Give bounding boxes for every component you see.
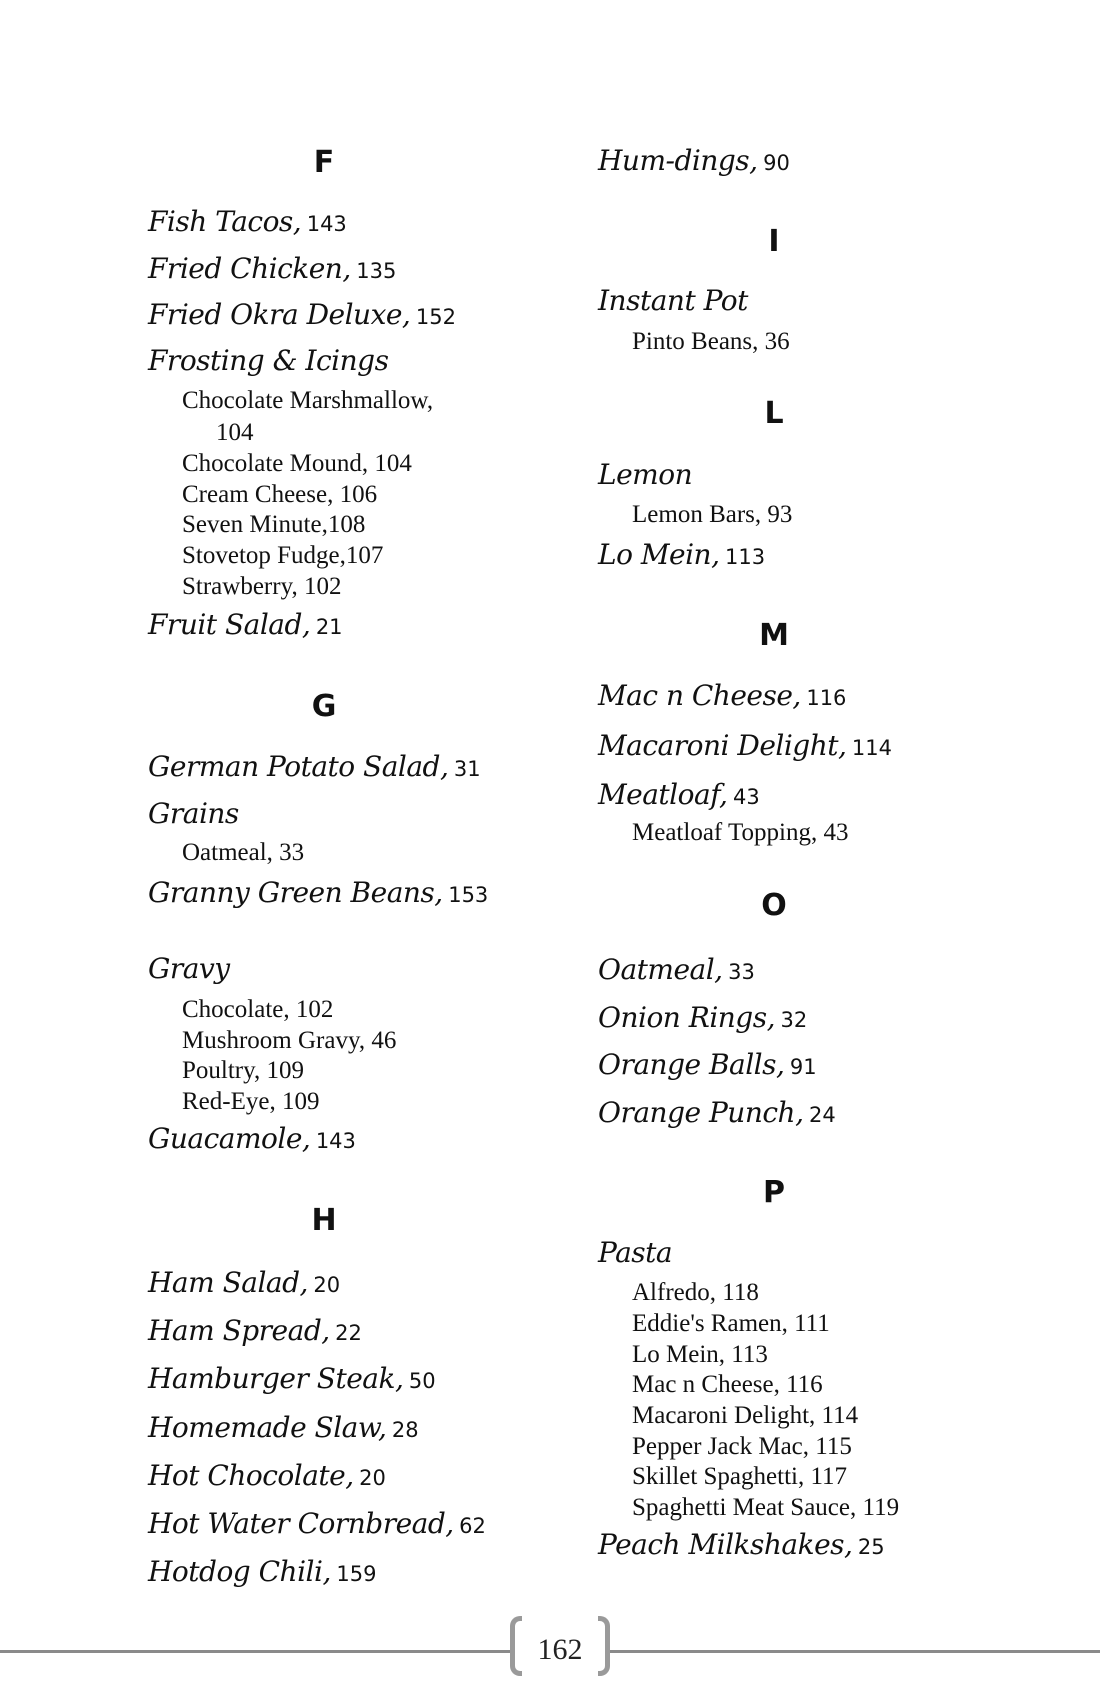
index-entry-fried-chicken: Fried Chicken, 135 (148, 252, 397, 285)
index-entry-ham-spread: Ham Spread, 22 (148, 1314, 362, 1347)
sub-entry-pinto-beans: Pinto Beans, 36 (632, 328, 790, 355)
sub-entry-seven-minute: Seven Minute,108 (182, 511, 366, 538)
index-entry-fried-okra: Fried Okra Deluxe, 152 (148, 298, 456, 331)
index-entry-lemon: Lemon (598, 458, 693, 491)
index-entry-hum-dings: Hum-dings, 90 (598, 144, 790, 177)
index-entry-oatmeal: Oatmeal, 33 (598, 953, 755, 986)
sub-entry-strawberry: Strawberry, 102 (182, 573, 342, 600)
index-entry-hot-water-cornbread: Hot Water Cornbread, 62 (148, 1507, 486, 1540)
sub-entry-red-eye: Red-Eye, 109 (182, 1088, 320, 1115)
sub-entry-mac-n-cheese: Mac n Cheese, 116 (632, 1371, 823, 1398)
index-entry-onion-rings: Onion Rings, 32 (598, 1001, 808, 1034)
index-entry-instant-pot: Instant Pot (598, 284, 748, 317)
sub-entry-stovetop-fudge: Stovetop Fudge,107 (182, 542, 384, 569)
sub-entry-oatmeal: Oatmeal, 33 (182, 839, 305, 866)
index-entry-guacamole: Guacamole, 143 (148, 1122, 356, 1155)
index-entry-orange-balls: Orange Balls, 91 (598, 1048, 817, 1081)
index-entry-gravy: Gravy (148, 952, 230, 985)
index-entry-peach-milkshakes: Peach Milkshakes, 25 (598, 1528, 885, 1561)
sub-entry-chocolate-mound: Chocolate Mound, 104 (182, 450, 412, 477)
index-entry-macaroni-delight: Macaroni Delight, 114 (598, 729, 893, 762)
sub-entry-poultry: Poultry, 109 (182, 1057, 304, 1084)
index-entry-granny-green-beans: Granny Green Beans, 153 (148, 876, 489, 909)
index-entry-hot-chocolate: Hot Chocolate, 20 (148, 1459, 386, 1492)
sub-entry-mushroom-gravy: Mushroom Gravy, 46 (182, 1027, 397, 1054)
sub-entry-page-continuation: 104 (216, 419, 254, 446)
index-entry-homemade-slaw: Homemade Slaw, 28 (148, 1411, 419, 1444)
index-entry-mac-n-cheese: Mac n Cheese, 116 (598, 679, 847, 712)
index-entry-frosting: Frosting & Icings (148, 344, 389, 377)
sub-entry-spaghetti-meat-sauce: Spaghetti Meat Sauce, 119 (632, 1494, 900, 1521)
index-entry-lo-mein: Lo Mein, 113 (598, 538, 766, 571)
sub-entry-macaroni-delight: Macaroni Delight, 114 (632, 1402, 859, 1429)
page-number: 162 (537, 1633, 583, 1666)
index-entry-german-potato-salad: German Potato Salad, 31 (148, 750, 481, 783)
sub-entry-skillet-spaghetti: Skillet Spaghetti, 117 (632, 1463, 848, 1490)
index-entry-fruit-salad: Fruit Salad, 21 (148, 608, 343, 641)
sub-entry-meatloaf-topping: Meatloaf Topping, 43 (632, 819, 849, 846)
sub-entry-pepper-jack-mac: Pepper Jack Mac, 115 (632, 1433, 852, 1460)
sub-entry-eddies-ramen: Eddie's Ramen, 111 (632, 1310, 830, 1337)
sub-entry-cream-cheese: Cream Cheese, 106 (182, 481, 378, 508)
sub-entry-chocolate-gravy: Chocolate, 102 (182, 996, 334, 1023)
sub-entry-lemon-bars: Lemon Bars, 93 (632, 501, 793, 528)
footer-rule-left (0, 1650, 510, 1653)
index-entry-orange-punch: Orange Punch, 24 (598, 1096, 836, 1129)
index-entry-hotdog-chili: Hotdog Chili, 159 (148, 1555, 377, 1588)
sub-entry-lo-mein: Lo Mein, 113 (632, 1341, 768, 1368)
sub-entry-alfredo: Alfredo, 118 (632, 1279, 759, 1306)
index-entry-grains: Grains (148, 797, 239, 830)
index-entry-meatloaf: Meatloaf, 43 (598, 778, 760, 811)
index-page: F Fish Tacos, 143 Fried Chicken, 135 Fried Okra Deluxe, 152 Frosting & Icings Chocolate Marshmallow, 104 Chocolate Mound, 104 Cream Cheese, 106 Seven Minute,108 Stovetop Fudge,107 Strawberry, 102 Fruit Salad, 21 G German Potato Salad, 31 Grains Oatmeal, 33 Granny Green Beans, 153 Gravy Chocolate, 102 Mushroom Gravy, 46 Poultry, 109 Red-Eye, 109 Guacamole, 143 H Ham Salad, 20 Ham Spread, 22 Hamburger Steak, 50 Homemade Slaw, 28 Hot Chocolate, 20 Hot Water Cornbread, 62 Hotdog Chili, 159 Hum-dings, 90 I Instant Pot Pinto Beans, 36 L Lemon Lemon Bars, 93 Lo Mein, 113 M Mac n Cheese, 116 Macaroni Delight, 114 Meatloaf, 43 Meatloaf Topping, 43 O Oatmeal, 33 Onion Rings, 32 Orange Balls, 91 Orange Punch, 24 P Pasta Alfredo, 118 Eddie's Ramen, 111 Lo Mein, 113 Mac n Cheese, 116 Macaroni Delight, 114 Pepper Jack Mac, 115 Skillet Spaghetti, 117 Spaghetti Meat Sauce, 119 Peach Milkshakes, 25 162 (0, 0, 1100, 1700)
index-entry-pasta: Pasta (598, 1236, 673, 1269)
index-entry-ham-salad: Ham Salad, 20 (148, 1266, 341, 1299)
sub-entry-chocolate-marshmallow: Chocolate Marshmallow, (182, 387, 434, 414)
index-entry-hamburger-steak: Hamburger Steak, 50 (148, 1362, 436, 1395)
index-entry-fish-tacos: Fish Tacos, 143 (148, 205, 347, 238)
footer-rule-right (610, 1650, 1100, 1653)
